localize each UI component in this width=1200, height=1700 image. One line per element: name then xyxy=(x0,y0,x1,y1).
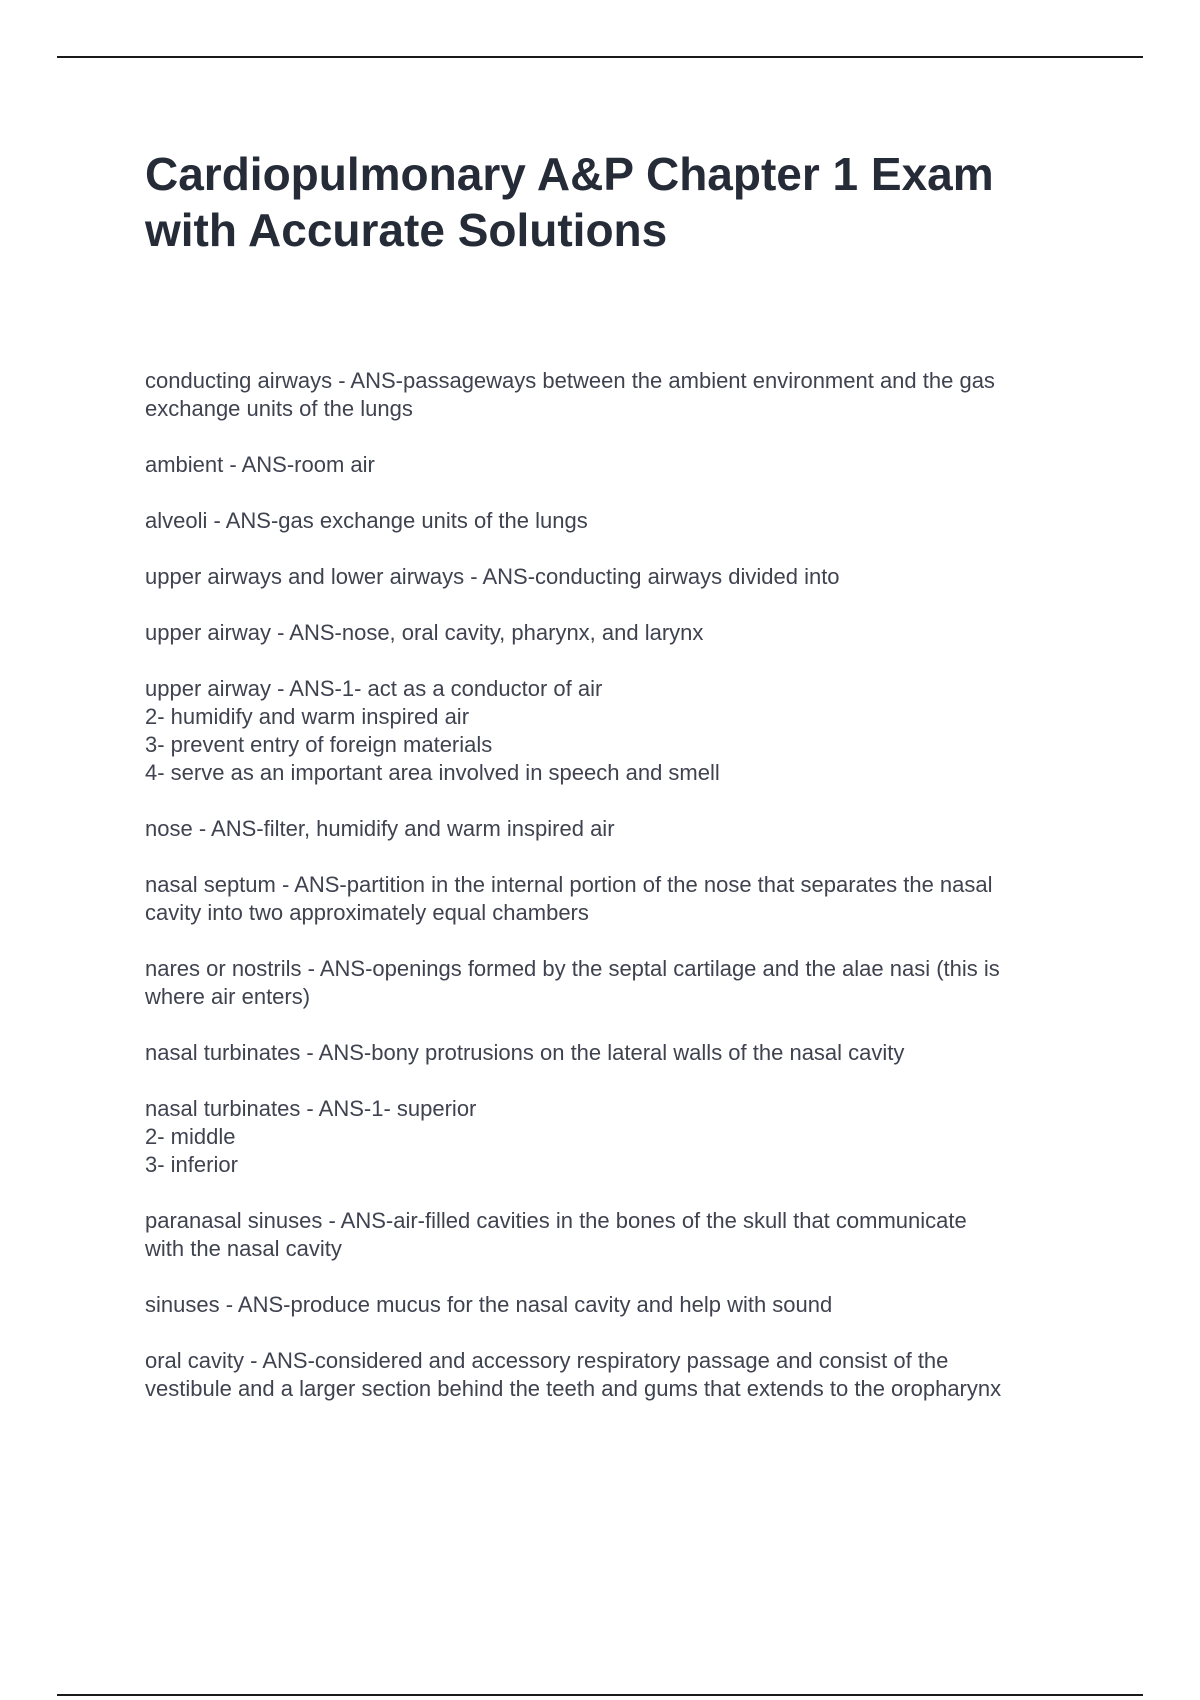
flashcard-entry xyxy=(145,563,1095,591)
flashcard-entry xyxy=(145,1207,1095,1263)
entry-text-line: 4- serve as an important area involved in speech and smell xyxy=(145,760,720,785)
flashcard-entry xyxy=(145,367,1095,423)
entry-text-line: 3- prevent entry of foreign materials xyxy=(145,732,493,757)
entry-text-line: paranasal sinuses - ANS-air-filled cavities in the bones of the skull that communicate xyxy=(145,1208,967,1233)
entry-text-line: ambient - ANS-room air xyxy=(145,452,375,477)
entry-text-line: nares or nostrils - ANS-openings formed by the septal cartilage and the alae nasi (this is xyxy=(145,956,1000,981)
entry-text-line: nasal septum - ANS-partition in the internal portion of the nose that separates the nasal xyxy=(145,872,993,897)
entry-text-line: upper airways and lower airways - ANS-conducting airways divided into xyxy=(145,564,840,589)
bottom-divider xyxy=(57,1694,1143,1696)
flashcard-entry xyxy=(145,871,1095,927)
flashcard-entry xyxy=(145,507,1095,535)
entry-text-line: conducting airways - ANS-passageways between the ambient environment and the gas xyxy=(145,368,995,393)
flashcard-entry xyxy=(145,1291,1095,1319)
title-line: Cardiopulmonary A&P Chapter 1 Exam xyxy=(145,148,994,200)
flashcard-entry xyxy=(145,675,1095,787)
document-title xyxy=(145,146,1095,258)
flashcard-entry xyxy=(145,955,1095,1011)
entry-text-line: 2- humidify and warm inspired air xyxy=(145,704,470,729)
flashcard-entry xyxy=(145,1039,1095,1067)
flashcard-entry xyxy=(145,1347,1095,1403)
entry-text-line: upper airway - ANS-1- act as a conductor of air xyxy=(145,676,603,701)
entry-text-line: nose - ANS-filter, humidify and warm inspired air xyxy=(145,816,615,841)
entry-text-line: nasal turbinates - ANS-bony protrusions on the lateral walls of the nasal cavity xyxy=(145,1040,905,1065)
flashcard-entry xyxy=(145,1095,1095,1179)
entry-text-line: sinuses - ANS-produce mucus for the nasal cavity and help with sound xyxy=(145,1292,833,1317)
entry-text-line: cavity into two approximately equal chambers xyxy=(145,900,589,925)
flashcard-entry xyxy=(145,451,1095,479)
top-divider xyxy=(57,56,1143,58)
title-line: with Accurate Solutions xyxy=(145,204,668,256)
entry-text-line: with the nasal cavity xyxy=(145,1236,342,1261)
entry-text-line: exchange units of the lungs xyxy=(145,396,413,421)
entry-text-line: 2- middle xyxy=(145,1124,236,1149)
entry-text-line: oral cavity - ANS-considered and accessory respiratory passage and consist of the xyxy=(145,1348,949,1373)
flashcard-entry xyxy=(145,815,1095,843)
entry-text-line: vestibule and a larger section behind the teeth and gums that extends to the oropharynx xyxy=(145,1376,1002,1401)
flashcard-list xyxy=(145,367,1095,1431)
flashcard-entry xyxy=(145,619,1095,647)
entry-text-line: upper airway - ANS-nose, oral cavity, pharynx, and larynx xyxy=(145,620,704,645)
entry-text-line: alveoli - ANS-gas exchange units of the lungs xyxy=(145,508,588,533)
entry-text-line: 3- inferior xyxy=(145,1152,238,1177)
entry-text-line: nasal turbinates - ANS-1- superior xyxy=(145,1096,477,1121)
entry-text-line: where air enters) xyxy=(145,984,311,1009)
